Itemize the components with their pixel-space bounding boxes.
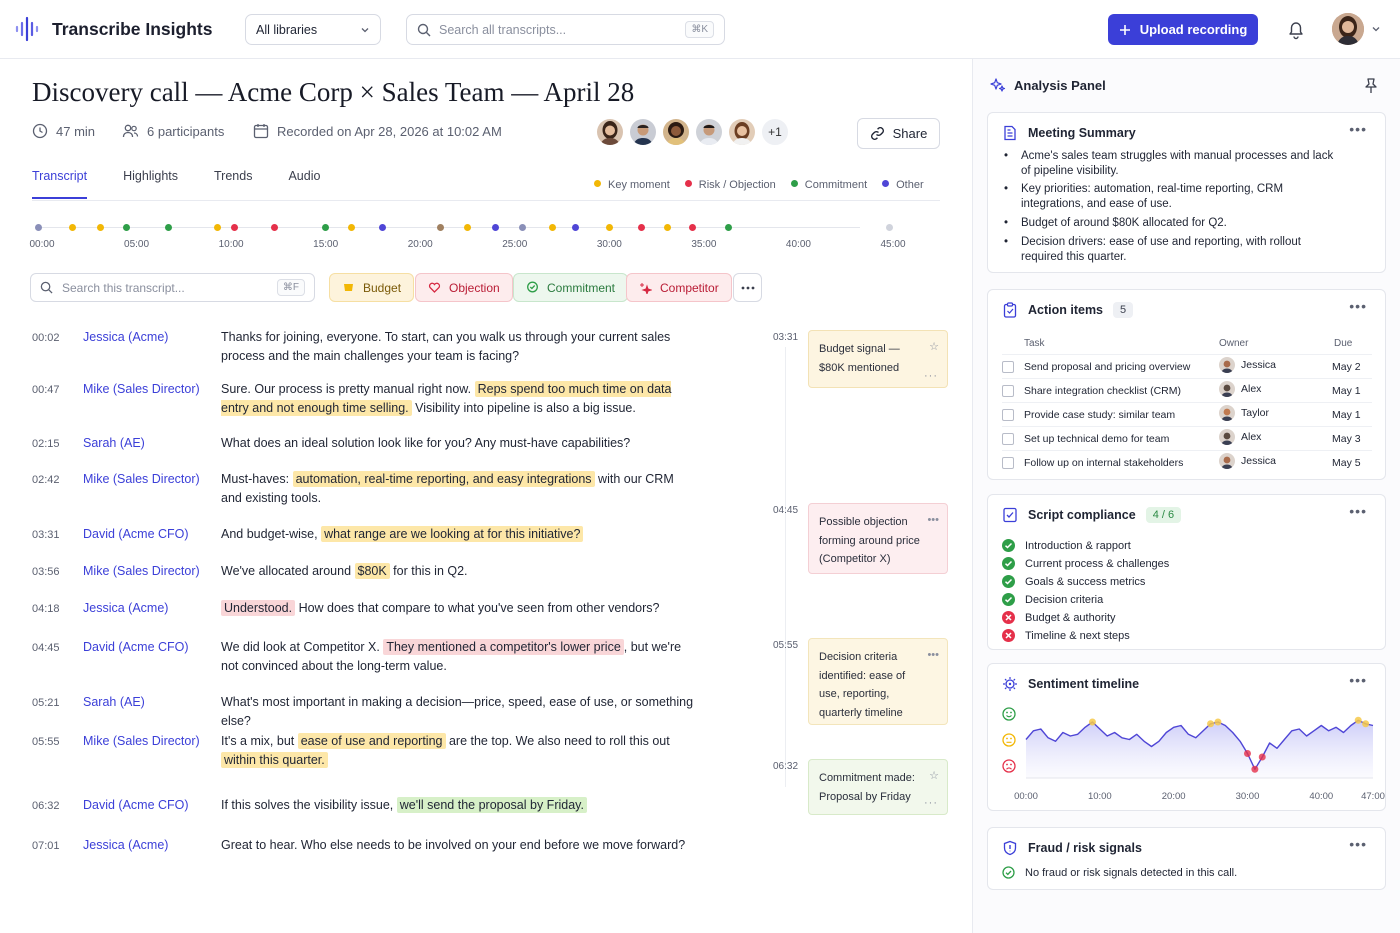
fraud-status bbox=[1002, 866, 1237, 879]
highlight[interactable]: we'll send the proposal by Friday. bbox=[397, 797, 587, 813]
timeline-marker[interactable] bbox=[97, 224, 104, 231]
compliance-item bbox=[1002, 557, 1169, 570]
bell-icon[interactable] bbox=[1285, 18, 1307, 40]
global-search-input[interactable] bbox=[406, 14, 725, 45]
star-icon[interactable]: ☆ bbox=[929, 341, 939, 353]
compliance-item bbox=[1002, 575, 1145, 588]
sentiment-peak-point bbox=[1207, 720, 1214, 727]
action-item-task: Set up technical demo for team bbox=[1024, 433, 1170, 445]
highlight[interactable]: within this quarter. bbox=[221, 752, 328, 768]
highlight[interactable]: ease of use and reporting bbox=[298, 733, 446, 749]
tab-transcript[interactable]: Transcript bbox=[32, 169, 87, 199]
transcript-text bbox=[221, 380, 696, 418]
action-item-owner: Jessica bbox=[1219, 357, 1276, 373]
text-span: What does an ideal solution look like for you? Any must-have capabilities? bbox=[221, 436, 631, 450]
participant-avatar[interactable] bbox=[694, 117, 724, 147]
transcript-timestamp[interactable]: 03:31 bbox=[32, 529, 60, 541]
plus-icon bbox=[1119, 24, 1131, 36]
compliance-item bbox=[1002, 629, 1130, 642]
upload-recording-label: Upload recording bbox=[1139, 22, 1248, 37]
timeline-tick-label: 30:00 bbox=[596, 239, 622, 250]
owner-avatar bbox=[1219, 405, 1235, 421]
sentiment-timeline-card bbox=[987, 663, 1386, 811]
timeline-marker[interactable] bbox=[123, 224, 130, 231]
owner-avatar bbox=[1219, 357, 1235, 373]
transcript-text bbox=[221, 638, 696, 676]
timeline-marker[interactable] bbox=[214, 224, 221, 231]
text-span: We've allocated around bbox=[221, 564, 355, 578]
text-span: are the top. We also need to roll this out bbox=[445, 734, 670, 748]
legend-key-moment: Key moment bbox=[594, 179, 670, 191]
duration-meta bbox=[32, 123, 95, 139]
filter-budget[interactable] bbox=[329, 273, 414, 302]
text-span: for this in Q2. bbox=[389, 564, 468, 578]
tab-bar bbox=[32, 169, 356, 199]
action-item-checkbox[interactable] bbox=[1002, 433, 1014, 445]
star-icon[interactable]: ☆ bbox=[929, 770, 939, 782]
clipboard-icon bbox=[1002, 302, 1018, 318]
action-items-header bbox=[1002, 302, 1133, 318]
tab-highlights[interactable]: Highlights bbox=[123, 169, 178, 183]
sentiment-x-label: 30:00 bbox=[1235, 791, 1260, 802]
transcript-timestamp[interactable]: 00:02 bbox=[32, 332, 60, 344]
action-item-row bbox=[1002, 354, 1372, 378]
sparkles-icon bbox=[990, 77, 1006, 93]
check-circle-icon bbox=[1002, 866, 1015, 879]
transcript-text bbox=[221, 693, 696, 731]
action-item-owner: Jessica bbox=[1219, 453, 1276, 469]
sentiment-timeline-title: Sentiment timeline bbox=[1028, 677, 1140, 691]
transcript-timestamp[interactable]: 02:15 bbox=[32, 438, 60, 450]
filter-objection[interactable] bbox=[415, 273, 513, 302]
recorded-meta bbox=[253, 123, 502, 139]
text-span: Great to hear. Who else needs to be involved on your end before we move forward? bbox=[221, 838, 686, 852]
more-icon bbox=[741, 286, 755, 290]
action-item-due: May 1 bbox=[1332, 385, 1361, 397]
transcript-timestamp[interactable]: 05:21 bbox=[32, 697, 60, 709]
transcript-timestamp[interactable]: 03:56 bbox=[32, 566, 60, 578]
transcript-text bbox=[221, 599, 696, 618]
transcript-timestamp[interactable]: 06:32 bbox=[32, 800, 60, 812]
transcript-timestamp[interactable]: 05:55 bbox=[32, 736, 60, 748]
document-icon bbox=[1002, 125, 1018, 141]
timeline-marker[interactable] bbox=[322, 224, 329, 231]
action-item-task: Provide case study: similar team bbox=[1024, 409, 1176, 421]
chevron-down-icon bbox=[360, 25, 370, 35]
sentiment-area bbox=[1026, 720, 1373, 778]
recorded-text: Recorded on Apr 28, 2026 at 10:02 AM bbox=[277, 123, 502, 139]
meeting-summary-title: Meeting Summary bbox=[1028, 126, 1136, 140]
top-bar bbox=[0, 0, 1400, 59]
check-circle-icon bbox=[1002, 593, 1015, 606]
timeline-tick-label: 00:00 bbox=[29, 239, 55, 250]
waveform-logo-icon bbox=[14, 15, 42, 43]
sentiment-x-label: 20:00 bbox=[1161, 791, 1186, 802]
sentiment-peak-point bbox=[1089, 719, 1096, 726]
timeline-marker[interactable] bbox=[549, 224, 556, 231]
participants-meta bbox=[122, 123, 224, 139]
transcript-timestamp[interactable]: 04:18 bbox=[32, 603, 60, 615]
analysis-panel bbox=[972, 59, 1400, 933]
compliance-item bbox=[1002, 611, 1116, 624]
compliance-item bbox=[1002, 593, 1103, 606]
text-span: Sure. Our process is pretty manual right now. bbox=[221, 382, 475, 396]
compliance-score: 4 / 6 bbox=[1146, 507, 1181, 523]
more-icon[interactable]: ••• bbox=[1349, 121, 1367, 137]
timeline-tick-label: 25:00 bbox=[502, 239, 528, 250]
analysis-panel-header bbox=[990, 77, 1106, 93]
timeline-marker[interactable] bbox=[231, 224, 238, 231]
transcript-text bbox=[221, 434, 696, 453]
transcript-search-shortcut: ⌘F bbox=[277, 279, 305, 296]
heart-icon bbox=[428, 281, 441, 294]
note-text: Possible objection forming around price (Competitor X) bbox=[819, 516, 920, 565]
sentiment-peak-point bbox=[1214, 719, 1221, 726]
legend-other: Other bbox=[882, 179, 924, 191]
note-card-criteria[interactable] bbox=[808, 638, 948, 725]
fraud-risk-card bbox=[987, 827, 1386, 890]
compliance-item-label: Timeline & next steps bbox=[1025, 629, 1130, 642]
filter-commitment[interactable] bbox=[513, 273, 628, 302]
library-select[interactable] bbox=[245, 14, 381, 45]
action-item-due: May 1 bbox=[1332, 409, 1361, 421]
timeline-marker[interactable] bbox=[437, 224, 444, 231]
speaker-name[interactable]: Mike (Sales Director) bbox=[83, 734, 200, 748]
timeline-marker[interactable] bbox=[572, 224, 579, 231]
script-compliance-header bbox=[1002, 507, 1181, 523]
summary-bullet: • Key priorities: automation, real-time reporting, CRM integrations, and ease of use. bbox=[1004, 182, 1344, 212]
action-item-row bbox=[1002, 450, 1372, 474]
transcript-text bbox=[221, 796, 696, 815]
timeline-tick-label: 20:00 bbox=[407, 239, 433, 250]
owner-avatar bbox=[1219, 453, 1235, 469]
fraud-status-text: No fraud or risk signals detected in this call. bbox=[1025, 866, 1238, 879]
highlight[interactable]: what range are we looking at for this initiative? bbox=[321, 526, 583, 542]
note-timestamp[interactable]: 05:55 bbox=[773, 640, 799, 651]
speaker-name[interactable]: Mike (Sales Director) bbox=[83, 382, 200, 396]
text-span: How does that compare to what you've seen from other vendors? bbox=[295, 601, 660, 615]
note-timestamp[interactable]: 06:32 bbox=[773, 761, 799, 772]
timeline-tick-label: 40:00 bbox=[785, 239, 811, 250]
meeting-summary-header bbox=[1002, 125, 1136, 141]
note-timestamp[interactable]: 03:31 bbox=[773, 332, 799, 343]
action-item-owner: Alex bbox=[1219, 381, 1261, 397]
text-span: , but we're not convinced about the long-term value. bbox=[221, 640, 682, 673]
speaker-name[interactable]: Jessica (Acme) bbox=[83, 838, 169, 852]
text-span: It's a mix, but bbox=[221, 734, 298, 748]
participant-avatar[interactable] bbox=[661, 117, 691, 147]
check-circle-icon bbox=[1002, 557, 1015, 570]
action-items-title: Action items bbox=[1028, 303, 1104, 317]
action-item-row bbox=[1002, 378, 1372, 402]
sentiment-peak-point bbox=[1355, 717, 1362, 724]
sentiment-x-label: 47:00 bbox=[1361, 791, 1385, 802]
participant-avatar[interactable] bbox=[628, 117, 658, 147]
owner-avatar bbox=[1219, 381, 1235, 397]
filter-commitment-label: Commitment bbox=[547, 280, 616, 295]
sad-face-icon bbox=[1003, 760, 1015, 772]
timeline-tick-label: 15:00 bbox=[313, 239, 339, 250]
highlight[interactable]: automation, real-time reporting, and easy integrations bbox=[293, 471, 595, 487]
timeline-marker[interactable] bbox=[348, 224, 355, 231]
page-title: Discovery call — Acme Corp × Sales Team — April 28 bbox=[32, 77, 635, 107]
compliance-item bbox=[1002, 539, 1131, 552]
timeline-marker[interactable] bbox=[606, 224, 613, 231]
script-compliance-title: Script compliance bbox=[1028, 508, 1136, 522]
highlight[interactable]: They mentioned a competitor's lower price bbox=[383, 639, 623, 655]
transcript-search-placeholder: Search this transcript... bbox=[62, 280, 185, 295]
speaker-name[interactable]: Mike (Sales Director) bbox=[83, 564, 200, 578]
timeline-marker[interactable] bbox=[35, 224, 42, 231]
share-button[interactable] bbox=[857, 118, 940, 149]
highlight[interactable]: Understood. bbox=[221, 600, 295, 616]
sentiment-dip-point bbox=[1259, 754, 1266, 761]
note-text: Commitment made: Proposal by Friday bbox=[819, 772, 915, 803]
speaker-name[interactable]: Jessica (Acme) bbox=[83, 601, 169, 615]
text-span: What's most important in making a decision—price, speed, ease of use, or something else? bbox=[221, 695, 694, 728]
tab-audio[interactable]: Audio bbox=[288, 169, 321, 183]
timeline-marker[interactable] bbox=[492, 224, 499, 231]
users-icon bbox=[122, 123, 139, 139]
x-circle-icon bbox=[1002, 611, 1015, 624]
timeline-marker[interactable] bbox=[271, 224, 278, 231]
sentiment-dip-point bbox=[1251, 766, 1258, 773]
highlight[interactable]: Reps spend too much time on data entry and not enough time selling. bbox=[221, 382, 672, 415]
search-icon bbox=[417, 23, 431, 37]
transcript-search-input[interactable] bbox=[30, 273, 315, 302]
column-header-due: Due bbox=[1334, 338, 1353, 349]
more-icon[interactable]: ••• bbox=[1349, 672, 1367, 688]
action-item-due: May 2 bbox=[1332, 361, 1361, 373]
speaker-name[interactable]: Sarah (AE) bbox=[83, 436, 145, 450]
calendar-icon bbox=[253, 123, 269, 139]
more-icon[interactable]: ••• bbox=[927, 514, 939, 526]
action-item-task: Follow up on internal stakeholders bbox=[1024, 457, 1184, 469]
sentiment-x-label: 10:00 bbox=[1087, 791, 1112, 802]
action-item-due: May 5 bbox=[1332, 457, 1361, 469]
summary-bullet: • Acme's sales team struggles with manual processes and lack of pipeline visibility. bbox=[1004, 149, 1344, 179]
timeline-tick-label: 45:00 bbox=[880, 239, 906, 250]
text-span: with our CRM and existing tools. bbox=[221, 472, 674, 505]
more-icon[interactable]: ••• bbox=[927, 649, 939, 661]
transcript-text bbox=[221, 328, 696, 366]
timeline-marker[interactable] bbox=[519, 224, 526, 231]
owner-avatar bbox=[1219, 429, 1235, 445]
action-item-checkbox[interactable] bbox=[1002, 385, 1014, 397]
transcript-text bbox=[221, 732, 696, 770]
text-span: Thanks for joining, everyone. To start, can you walk us through your current sales process and the main challenges your team is facing? bbox=[221, 330, 671, 363]
compliance-item-label: Current process & challenges bbox=[1025, 557, 1170, 570]
chevron-down-icon[interactable] bbox=[1371, 24, 1381, 34]
fraud-risk-title: Fraud / risk signals bbox=[1028, 841, 1142, 855]
transcript-text bbox=[221, 562, 696, 581]
more-icon[interactable]: ••• bbox=[1349, 503, 1367, 519]
speaker-name[interactable]: David (Acme CFO) bbox=[83, 640, 189, 654]
transcript-text bbox=[221, 525, 696, 544]
summary-bullet: • Decision drivers: ease of use and reporting, with rollout required this quarter. bbox=[1004, 235, 1344, 265]
link-icon bbox=[870, 126, 885, 141]
text-span: And budget-wise, bbox=[221, 527, 322, 541]
transcript-timestamp[interactable]: 04:45 bbox=[32, 642, 60, 654]
transcript-timestamp[interactable]: 00:47 bbox=[32, 384, 60, 396]
legend-commitment: Commitment bbox=[791, 179, 867, 191]
text-span: Visibility into pipeline is also a big issue. bbox=[411, 401, 636, 415]
transcript-timestamp[interactable]: 07:01 bbox=[32, 840, 60, 852]
compliance-item-label: Decision criteria bbox=[1025, 593, 1104, 606]
more-icon[interactable]: ··· bbox=[924, 369, 938, 382]
compliance-item-label: Goals & success metrics bbox=[1025, 575, 1146, 588]
timeline-marker[interactable] bbox=[379, 224, 386, 231]
action-item-checkbox[interactable] bbox=[1002, 409, 1014, 421]
text-span: Must-haves: bbox=[221, 472, 293, 486]
notes-rail bbox=[785, 347, 786, 787]
library-select-value: All libraries bbox=[256, 22, 318, 37]
more-participants-badge[interactable]: +1 bbox=[760, 117, 790, 147]
app-name: Transcribe Insights bbox=[52, 18, 213, 39]
timeline-axis bbox=[38, 227, 860, 228]
script-compliance-card bbox=[987, 494, 1386, 650]
timeline-legend bbox=[594, 179, 924, 191]
global-search-placeholder: Search all transcripts... bbox=[439, 22, 567, 37]
duration-text: 47 min bbox=[56, 123, 96, 139]
neutral-face-icon bbox=[1003, 734, 1015, 746]
clock-icon bbox=[32, 123, 48, 139]
speaker-name[interactable]: David (Acme CFO) bbox=[83, 798, 189, 812]
speaker-name[interactable]: Jessica (Acme) bbox=[83, 330, 169, 344]
filter-competitor[interactable] bbox=[626, 273, 732, 302]
tag-icon bbox=[342, 281, 355, 294]
sentiment-dip-point bbox=[1244, 750, 1251, 757]
pin-icon[interactable] bbox=[1364, 78, 1378, 94]
main-content bbox=[0, 59, 972, 933]
note-text: Budget signal — $80K mentioned bbox=[819, 343, 900, 374]
timeline-marker[interactable] bbox=[689, 224, 696, 231]
sentiment-chart[interactable] bbox=[988, 700, 1387, 810]
timeline-marker[interactable] bbox=[69, 224, 76, 231]
check-circle-icon bbox=[1002, 539, 1015, 552]
filter-competitor-label: Competitor bbox=[660, 280, 719, 295]
transcript-text bbox=[221, 836, 696, 855]
action-items-card bbox=[987, 289, 1386, 480]
tab-divider bbox=[32, 200, 940, 201]
action-item-owner: Alex bbox=[1219, 429, 1261, 445]
sentiment-peak-point bbox=[1362, 720, 1369, 727]
filter-objection-label: Objection bbox=[449, 280, 500, 295]
speaker-name[interactable]: David (Acme CFO) bbox=[83, 527, 189, 541]
chat-check-icon bbox=[526, 281, 539, 294]
speaker-name[interactable]: Mike (Sales Director) bbox=[83, 472, 200, 486]
fraud-risk-header bbox=[1002, 840, 1142, 856]
sparkle-icon bbox=[639, 281, 652, 294]
happy-face-icon bbox=[1003, 708, 1015, 720]
timeline-marker[interactable] bbox=[464, 224, 471, 231]
timeline-marker[interactable] bbox=[725, 224, 732, 231]
action-item-checkbox[interactable] bbox=[1002, 361, 1014, 373]
summary-bullet: • Budget of around $80K allocated for Q2. bbox=[1004, 216, 1344, 231]
check-circle-icon bbox=[1002, 575, 1015, 588]
participants-text: 6 participants bbox=[147, 123, 225, 139]
sentiment-timeline-header bbox=[1002, 676, 1139, 692]
timeline-marker[interactable] bbox=[165, 224, 172, 231]
highlight[interactable]: $80K bbox=[355, 563, 390, 579]
meeting-summary-card bbox=[987, 112, 1386, 273]
search-icon bbox=[40, 281, 53, 294]
speaker-name[interactable]: Sarah (AE) bbox=[83, 695, 145, 709]
sentiment-gauge-icon bbox=[1002, 676, 1018, 692]
sentiment-x-label: 40:00 bbox=[1309, 791, 1334, 802]
more-icon[interactable]: ••• bbox=[1349, 298, 1367, 314]
timeline-marker[interactable] bbox=[886, 224, 893, 231]
legend-risk: Risk / Objection bbox=[685, 179, 776, 191]
note-text: Decision criteria identified: ease of use, reporting, quarterly timeline bbox=[819, 651, 906, 719]
note-timestamp[interactable]: 04:45 bbox=[773, 505, 799, 516]
x-circle-icon bbox=[1002, 629, 1015, 642]
action-item-row bbox=[1002, 402, 1372, 426]
participant-avatars bbox=[595, 117, 790, 147]
action-item-due: May 3 bbox=[1332, 433, 1361, 445]
text-span: We did look at Competitor X. bbox=[221, 640, 384, 654]
filter-budget-label: Budget bbox=[363, 280, 402, 295]
compliance-item-label: Budget & authority bbox=[1025, 611, 1116, 624]
column-header-owner: Owner bbox=[1219, 338, 1249, 349]
action-items-count: 5 bbox=[1113, 302, 1133, 318]
action-item-task: Share integration checklist (CRM) bbox=[1024, 385, 1181, 397]
participant-avatar[interactable] bbox=[595, 117, 625, 147]
note-card-commit[interactable] bbox=[808, 759, 948, 815]
timeline-marker[interactable] bbox=[638, 224, 645, 231]
tab-trends[interactable]: Trends bbox=[214, 169, 253, 183]
action-item-row bbox=[1002, 426, 1372, 450]
app-logo[interactable] bbox=[14, 15, 212, 43]
more-filters-button[interactable] bbox=[733, 273, 762, 302]
upload-recording-button[interactable] bbox=[1108, 14, 1258, 45]
search-shortcut: ⌘K bbox=[685, 21, 714, 38]
timeline-tick-label: 35:00 bbox=[691, 239, 717, 250]
action-item-checkbox[interactable] bbox=[1002, 457, 1014, 469]
action-item-task: Send proposal and pricing overview bbox=[1024, 361, 1191, 373]
note-card-budget[interactable] bbox=[808, 330, 948, 388]
action-item-owner: Taylor bbox=[1219, 405, 1269, 421]
transcript-text bbox=[221, 470, 696, 508]
timeline-marker[interactable] bbox=[664, 224, 671, 231]
checklist-icon bbox=[1002, 507, 1018, 523]
transcript-timestamp[interactable]: 02:42 bbox=[32, 474, 60, 486]
note-card-risk[interactable] bbox=[808, 503, 948, 574]
text-span: If this solves the visibility issue, bbox=[221, 798, 397, 812]
participant-avatar[interactable] bbox=[727, 117, 757, 147]
timeline-tick-label: 10:00 bbox=[218, 239, 244, 250]
compliance-item-label: Introduction & rapport bbox=[1025, 539, 1131, 552]
user-avatar[interactable] bbox=[1332, 13, 1364, 45]
analysis-panel-title: Analysis Panel bbox=[1014, 77, 1106, 93]
more-icon[interactable]: ··· bbox=[924, 796, 938, 809]
more-icon[interactable]: ••• bbox=[1349, 836, 1367, 852]
share-label: Share bbox=[892, 126, 928, 141]
column-header-task: Task bbox=[1024, 338, 1045, 349]
timeline-tick-label: 05:00 bbox=[124, 239, 150, 250]
shield-icon bbox=[1002, 840, 1018, 856]
sentiment-x-label: 00:00 bbox=[1014, 791, 1038, 802]
